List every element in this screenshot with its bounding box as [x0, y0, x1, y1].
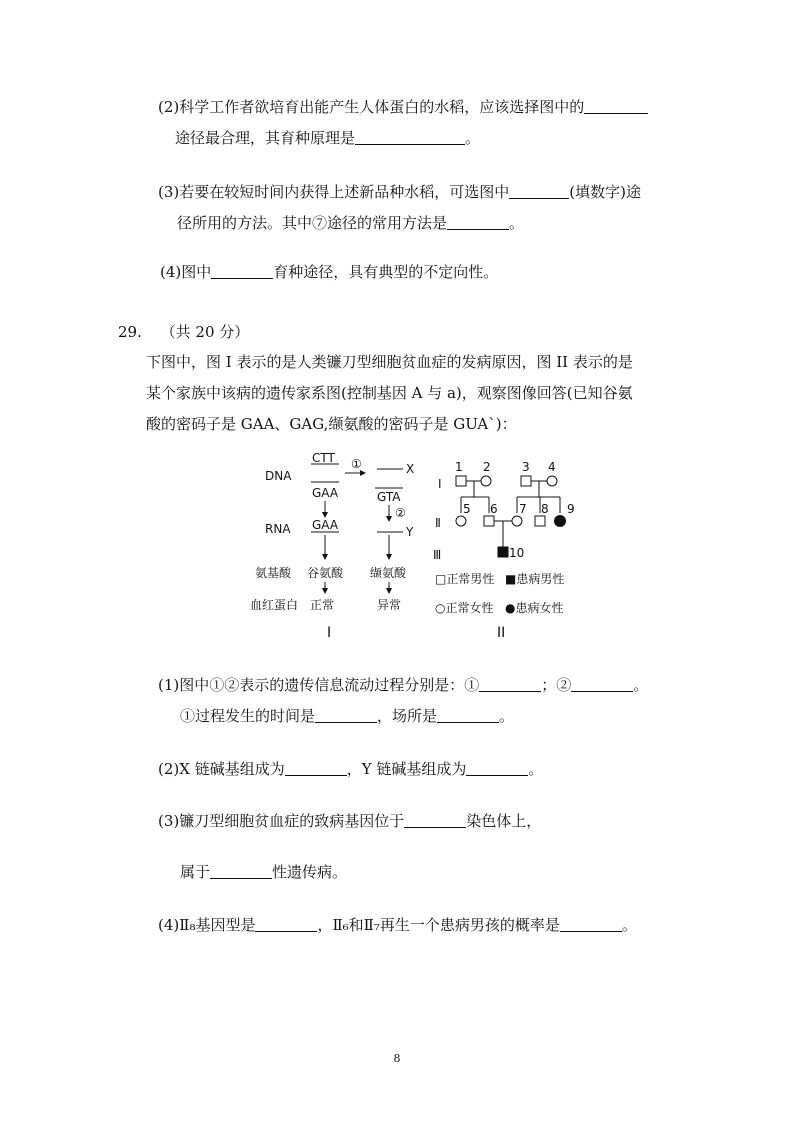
question-score: （共 20 分） [160, 323, 250, 341]
answer-blank[interactable] [447, 214, 509, 230]
label-dna: DNA [265, 469, 292, 483]
generation-2: Ⅱ [435, 516, 441, 530]
individual-10-affected-male [498, 547, 508, 557]
num-1: 1 [455, 460, 463, 474]
label-glutamic-acid: 谷氨酸 [307, 566, 344, 580]
answer-blank[interactable] [466, 760, 528, 776]
mark-1: ① [351, 457, 362, 471]
num-4: 4 [548, 460, 556, 474]
answer-blank[interactable] [210, 863, 272, 879]
individual-1-normal-male [456, 476, 466, 486]
q29-s4-line [158, 915, 637, 935]
s3-text-2: 染色体上， [466, 812, 542, 830]
answer-blank[interactable] [437, 707, 499, 723]
label-valine: 缬氨酸 [370, 566, 407, 580]
individual-5-normal-female [456, 516, 466, 526]
caption-fig2: II [497, 625, 506, 641]
q29-s3-line2 [180, 862, 347, 882]
label-hemoglobin: 血红蛋白 [250, 598, 299, 612]
intro-text: 酸的密码子是 GAA、GAG,缬氨酸的密码子是 GUA`)： [146, 415, 517, 433]
answer-blank[interactable] [404, 812, 466, 828]
s1-text-b: ①过程发生的时间是 [180, 707, 316, 725]
q28-part2-text-b: 途径最合理，其育种原理是 [175, 129, 356, 147]
codon-gaa-rna: GAA [312, 518, 339, 532]
label-normal: 正常 [310, 598, 335, 612]
figure-2-pedigree [433, 460, 575, 641]
num-3: 3 [522, 460, 530, 474]
individual-3-normal-male [521, 476, 531, 486]
label-y: Y [406, 525, 414, 539]
label-abnormal: 异常 [377, 598, 402, 612]
q29-intro-line3 [146, 414, 517, 434]
answer-blank[interactable] [571, 676, 633, 692]
period: 。 [633, 676, 649, 694]
individual-7-normal-female [512, 516, 522, 526]
s3-text: (3)镰刀型细胞贫血症的致病基因位于 [158, 812, 405, 830]
individual-2-normal-female [481, 476, 491, 486]
q28-part3-line2 [177, 213, 524, 233]
q28-part4-line [160, 262, 498, 282]
individual-4-normal-female [547, 476, 557, 486]
period: 。 [499, 707, 515, 725]
s4-text: (4)Ⅱ₈基因型是 [158, 916, 256, 934]
q29-header [118, 322, 249, 342]
codon-gta: GTA [377, 490, 401, 504]
label-rna: RNA [265, 522, 291, 536]
legend-normal-female: ○正常女性 [435, 601, 494, 615]
s1-text: (1)图中①②表示的遗传信息流动过程分别是：① [158, 676, 480, 694]
intro-text: 下图中，图 I 表示的是人类镰刀型细胞贫血症的发病原因，图 II 表示的是 [146, 353, 633, 371]
answer-blank[interactable] [355, 129, 465, 145]
label-x: X [406, 462, 415, 476]
answer-blank[interactable] [285, 760, 347, 776]
individual-8-normal-male [535, 516, 545, 526]
intro-text: 某个家族中该病的遗传家系图(控制基因 A 与 a)，观察图像回答(已知谷氨 [146, 384, 633, 402]
q29-s2-line [158, 759, 543, 779]
num-6: 6 [490, 502, 498, 516]
q29-intro-line2 [146, 383, 633, 403]
answer-blank[interactable] [509, 183, 569, 199]
answer-blank[interactable] [584, 98, 648, 114]
figure-1-sickle-cell [250, 451, 414, 641]
s3-text-c: 性遗传病。 [272, 863, 348, 881]
s1-sep: ；② [541, 676, 572, 694]
num-9: 9 [567, 502, 575, 516]
generation-1: I [438, 477, 442, 491]
num-2: 2 [483, 460, 491, 474]
q28-part2-line1 [158, 97, 648, 117]
s2-text-b: ，Y 链碱基组成为 [346, 760, 467, 778]
period: 。 [465, 129, 481, 147]
q28-part3-text: (3)若要在较短时间内获得上述新品种水稻，可选图中 [158, 183, 510, 201]
q28-part2-line2 [175, 128, 480, 148]
answer-blank[interactable] [315, 707, 377, 723]
answer-blank[interactable] [560, 916, 622, 932]
q28-part4-text-b: 育种途径，具有典型的不定向性。 [273, 263, 499, 281]
period: 。 [509, 214, 525, 232]
genetics-figure [250, 451, 585, 643]
num-10: 10 [509, 546, 525, 560]
num-8: 8 [541, 502, 549, 516]
q28-part4-text: (4)图中 [160, 263, 212, 281]
num-5: 5 [463, 502, 471, 516]
individual-6-normal-male [484, 516, 494, 526]
s2-text: (2)X 链碱基组成为 [158, 760, 285, 778]
q28-part3-text-b: 径所用的方法。其中⑦途径的常用方法是 [177, 214, 448, 232]
question-number: 29. [118, 323, 142, 341]
label-amino-acid: 氨基酸 [255, 566, 292, 580]
q28-part3-text2: (填数字)途 [569, 183, 641, 201]
q29-s1-line2 [180, 706, 514, 726]
codon-ctt: CTT [312, 451, 335, 465]
s1-text-c: ，场所是 [377, 707, 438, 725]
answer-blank[interactable] [255, 916, 317, 932]
mark-2: ② [395, 506, 406, 520]
s3-text-b: 属于 [180, 863, 211, 881]
q29-s1-line1 [158, 675, 648, 695]
legend-affected-female: ●患病女性 [505, 601, 564, 615]
answer-blank[interactable] [479, 676, 541, 692]
codon-gaa-dna: GAA [312, 486, 339, 500]
individual-9-affected-female [555, 516, 566, 527]
period: 。 [528, 760, 544, 778]
generation-3: Ⅲ [433, 548, 442, 562]
page-number: 8 [393, 1052, 401, 1065]
q28-part2-text: (2)科学工作者欲培育出能产生人体蛋白的水稻，应该选择图中的 [158, 98, 585, 116]
caption-fig1: I [327, 625, 332, 641]
legend-normal-male: □正常男性 [435, 572, 495, 586]
q29-intro-line1 [146, 352, 633, 372]
s4-text-b: ，Ⅱ₆和Ⅱ₇再生一个患病男孩的概率是 [317, 916, 560, 934]
answer-blank[interactable] [211, 263, 273, 279]
q29-s3-line1 [158, 811, 541, 831]
q28-part3-line1 [158, 182, 641, 202]
legend-affected-male: ■患病男性 [505, 572, 565, 586]
period: 。 [621, 916, 637, 934]
num-7: 7 [519, 502, 527, 516]
